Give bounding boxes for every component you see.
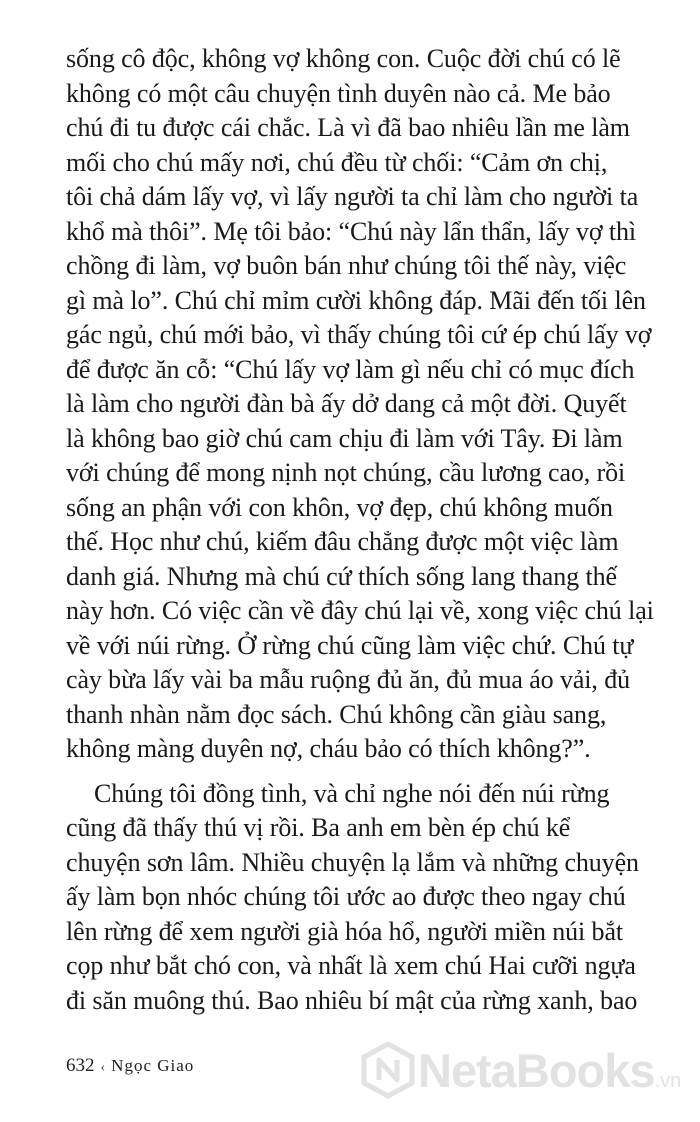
text-line: không có một câu chuyện tình duyên nào cả. Me bảo (66, 78, 611, 108)
text-line: khổ mà thôi”. Mẹ tôi bảo: “Chú này lẩn thẩn, lấy vợ thì (66, 216, 637, 246)
author-name: Ngọc Giao (111, 1056, 195, 1075)
text-line: cọp như bắt chó con, và nhất là xem chú Hai cưỡi ngựa (66, 951, 636, 980)
text-line: chú đi tu được cái chắc. Là vì đã bao nhiêu lần me làm (66, 113, 630, 142)
text-line: thế. Học như chú, kiếm đâu chẳng được một việc làm (66, 527, 619, 556)
text-line: thanh nhàn nằm đọc sách. Chú không cần giàu sang, (66, 699, 607, 729)
paragraph-2 (66, 777, 651, 1019)
text-line: cũng đã thấy thú vị rồi. Ba anh em bèn ép chú kể (66, 813, 571, 842)
watermark-text (418, 1043, 681, 1098)
text-line: chồng đi làm, vợ buôn bán như chúng tôi thế này, việc (66, 251, 627, 280)
text-line: sống an phận với con khôn, vợ đẹp, chú không muốn (66, 492, 613, 522)
text-line: không màng duyên nợ, cháu bảo có thích không?”. (66, 734, 591, 763)
text-line: gác ngủ, chú mới bảo, vì thấy chúng tôi cứ ép chú lấy vợ (66, 320, 652, 349)
paragraph-1 (66, 42, 654, 767)
page-body (66, 42, 654, 1018)
text-line: là làm cho người đàn bà ấy dở dang cả một đời. Quyết (66, 389, 627, 418)
text-line: lên rừng để xem người già hóa hổ, người miền núi bắt (66, 916, 624, 946)
text-line: để được ăn cỗ: “Chú lấy vợ làm gì nếu chỉ có mục đích (66, 354, 635, 384)
text-line: đi săn muông thú. Bao nhiêu bí mật của rừng xanh, bao (66, 985, 638, 1015)
text-line: sống cô độc, không vợ không con. Cuộc đời chú có lẽ (66, 44, 621, 73)
text-line: chuyện sơn lâm. Nhiều chuyện lạ lắm và những chuyện (66, 847, 639, 877)
text-line: là không bao giờ chú cam chịu đi làm với Tây. Đi làm (66, 423, 623, 453)
netabooks-logo-icon (358, 1040, 418, 1100)
text-line: với chúng để mong nịnh nọt chúng, cầu lương cao, rồi (66, 458, 626, 487)
page-footer (66, 1055, 194, 1077)
watermark-brand: NetaBooks (418, 1043, 655, 1097)
watermark (358, 1040, 681, 1100)
watermark-domain: .vn (654, 1069, 682, 1092)
text-line: tôi chả dám lấy vợ, vì lấy người ta chỉ làm cho người ta (66, 182, 639, 211)
text-line: danh giá. Nhưng mà chú cứ thích sống lang thang thế (66, 561, 617, 591)
text-line: Chúng tôi đồng tình, và chỉ nghe nói đến núi rừng (94, 778, 610, 808)
text-line: này hơn. Có việc cần về đây chú lại về, xong việc chú lại (66, 596, 654, 625)
text-line: về với núi rừng. Ở rừng chú cũng làm việc chứ. Chú tự (66, 630, 634, 660)
text-line: cày bừa lấy vài ba mẫu ruộng đủ ăn, đủ mua áo vải, đủ (66, 665, 631, 694)
text-line: gì mà lo”. Chú chỉ mỉm cười không đáp. Mãi đến tối lên (66, 285, 646, 315)
text-line: mối cho chú mấy nơi, chú đều từ chối: “Cảm ơn chị, (66, 147, 608, 177)
footer-separator: ‹ (100, 1060, 106, 1075)
page-number: 632 (66, 1055, 95, 1076)
text-line: ấy làm bọn nhóc chúng tôi ước ao được theo ngay chú (66, 882, 626, 911)
